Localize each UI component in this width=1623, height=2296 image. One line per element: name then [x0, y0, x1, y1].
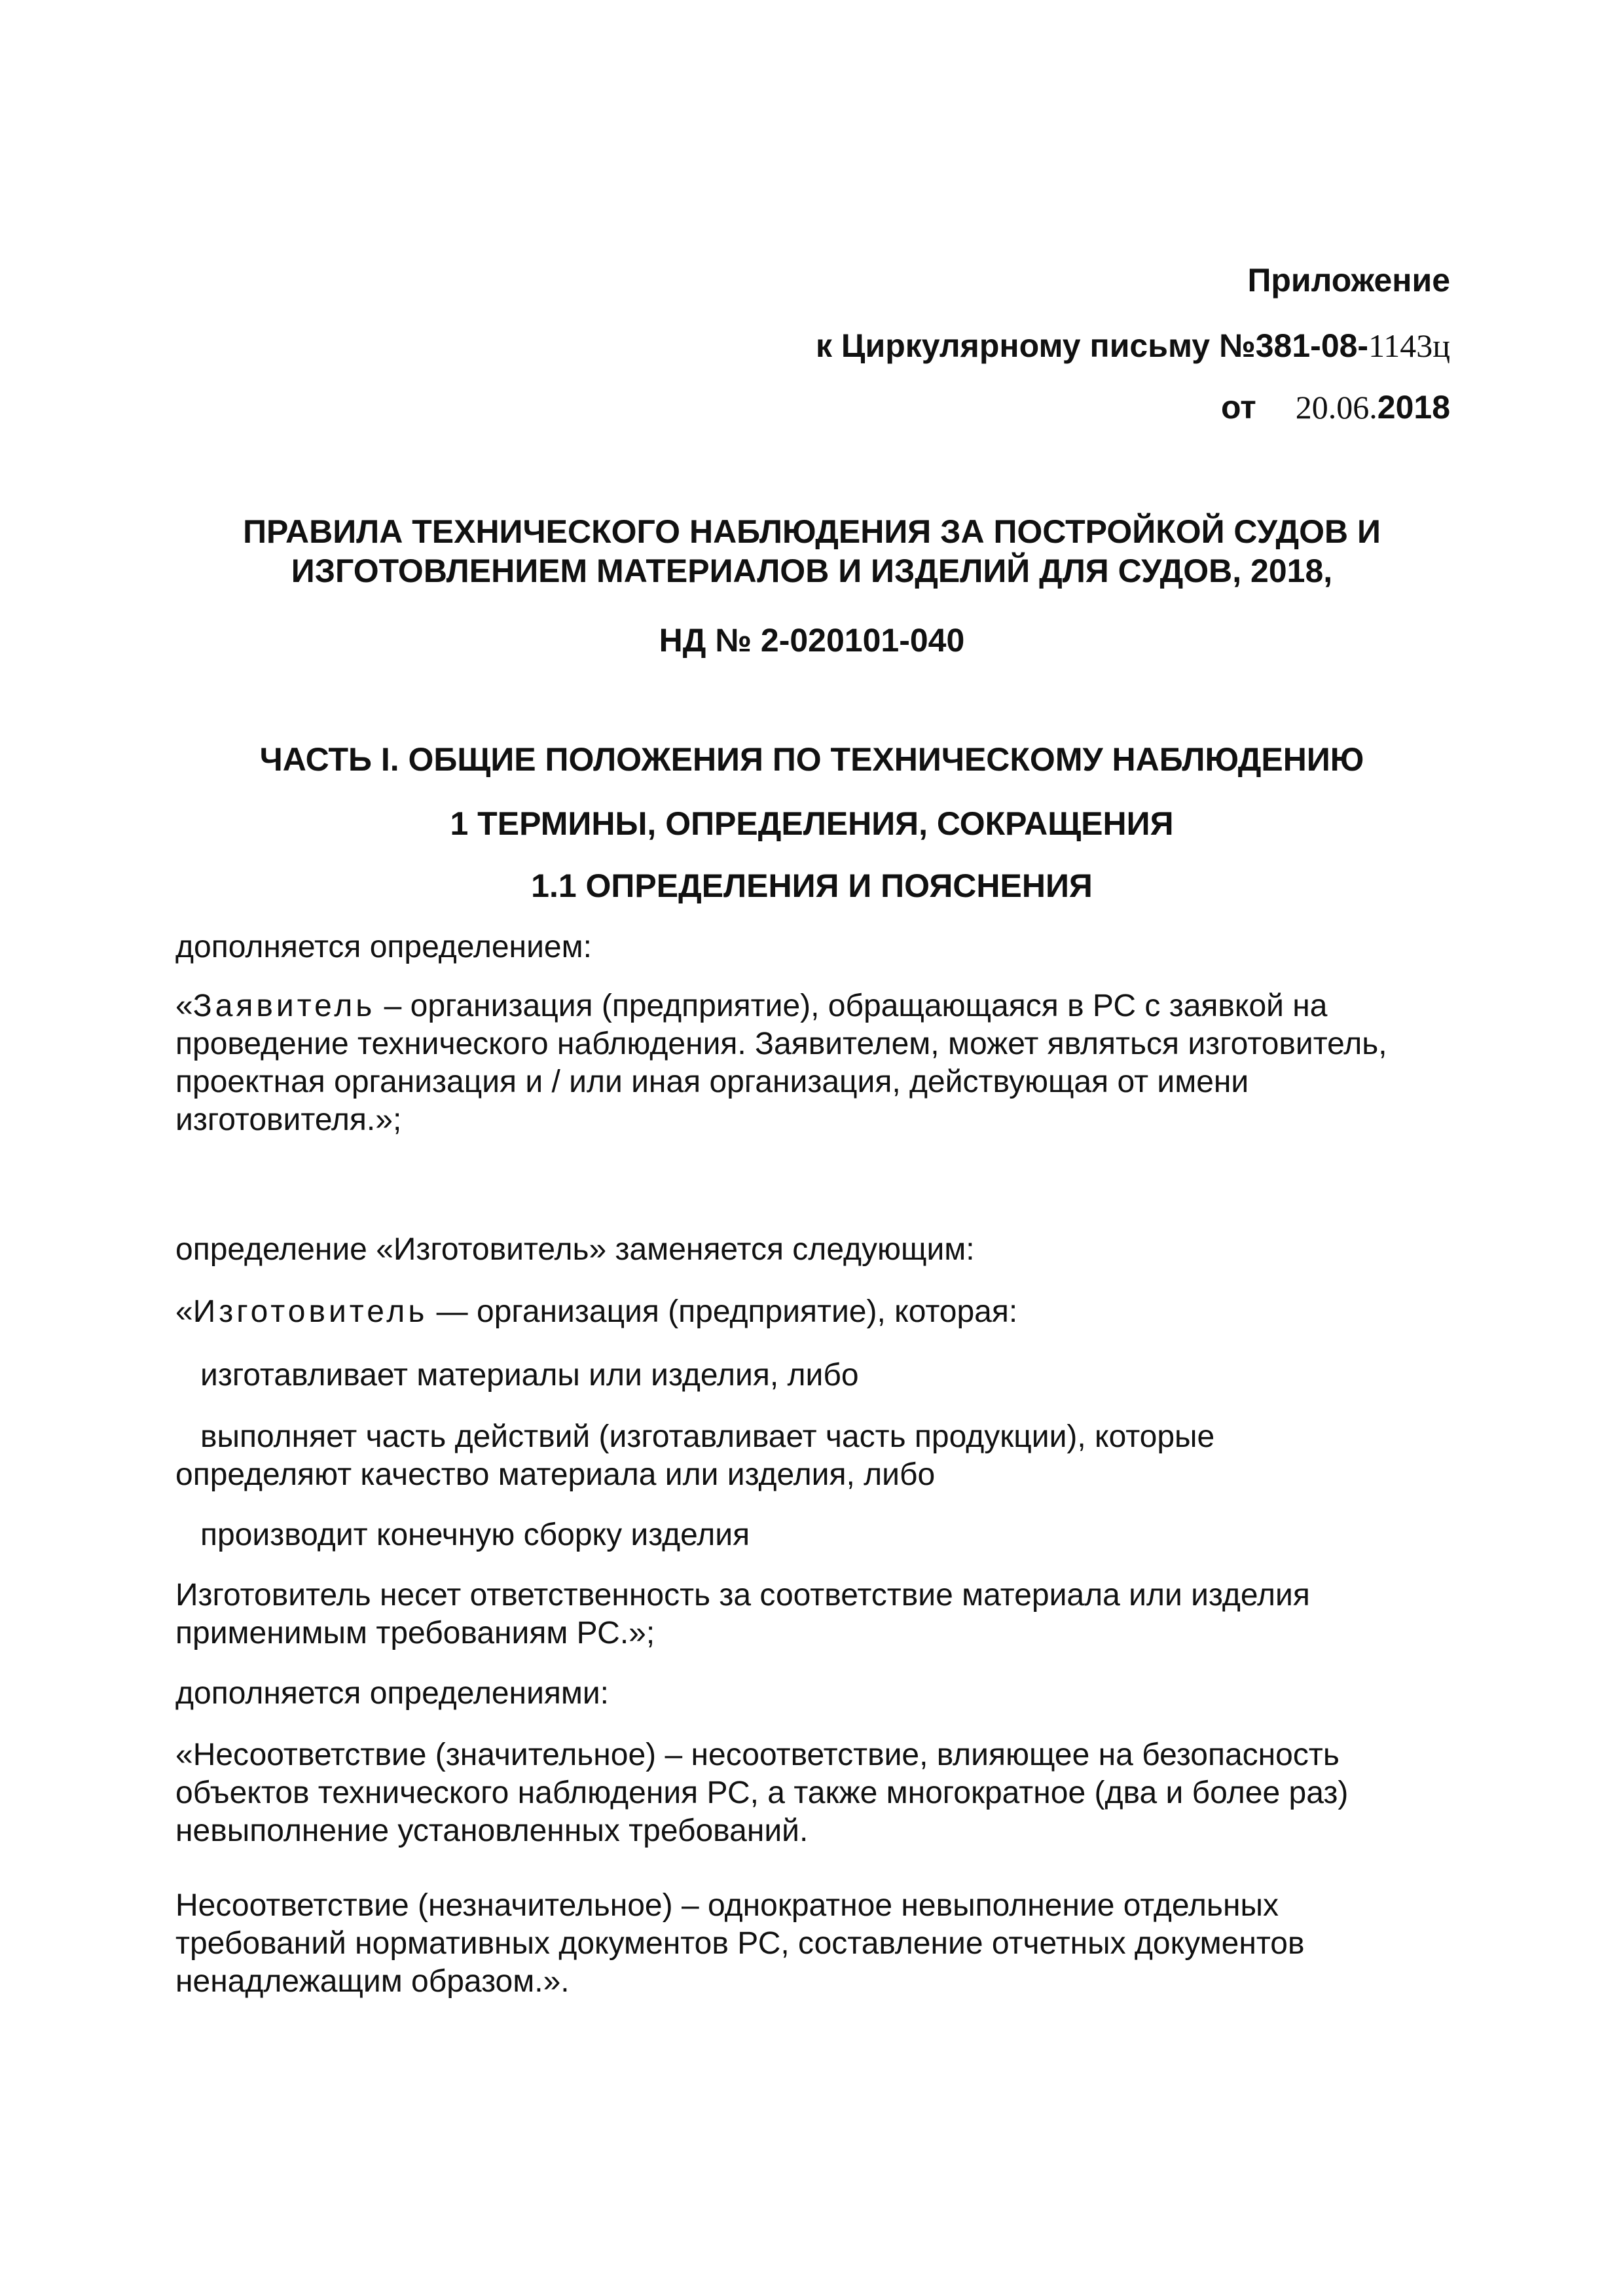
date-handwritten: 20.06. [1295, 389, 1377, 426]
paragraph-supplement-1 [175, 928, 1452, 966]
document-number [170, 621, 1453, 660]
section-1-1-heading-text: 1.1 ОПРЕДЕЛЕНИЯ И ПОЯСНЕНИЯ [531, 867, 1093, 904]
section-1-1-heading [170, 866, 1453, 905]
list-item-text-line-2: определяют качество материала или изделия, либо [175, 1457, 936, 1492]
definition-applicant-text: – организация (предприятие), обращающаяся в РС с заявкой на проведение технического наблюдения. Заявителем, может являться изготовитель, проектная организация и / или иная организация, действующая от имени изготовителя.»; [175, 989, 1387, 1137]
paragraph-text: определение «Изготовитель» заменяется следующим: [175, 1232, 975, 1267]
manufacturer-item-2 [175, 1418, 1452, 1494]
title-line-2: ИЗГОТОВЛЕНИЕМ МАТЕРИАЛОВ И ИЗДЕЛИЙ ДЛЯ СУДОВ, 2018, [291, 553, 1333, 589]
letter-date [1221, 388, 1450, 427]
doc-number-text: НД № 2-020101-040 [659, 622, 965, 659]
manufacturer-responsibility [175, 1576, 1452, 1652]
paragraph-text: Изготовитель несет ответственность за соответствие материала или изделия применимым требованиям РС.»; [175, 1578, 1310, 1650]
paragraph-replace-manufacturer [175, 1231, 1452, 1269]
appendix-text: Приложение [1247, 262, 1450, 299]
term-manufacturer: Изготовитель [192, 1294, 428, 1329]
paragraph-text: дополняется определениями: [175, 1676, 610, 1711]
definition-major-nonconformity [175, 1736, 1452, 1850]
circular-letter-ref [816, 326, 1450, 365]
date-year: 2018 [1377, 389, 1450, 426]
manufacturer-item-1 [175, 1357, 1452, 1394]
letter-number-prefix: к Циркулярному письму №381-08- [816, 327, 1369, 364]
term-applicant: Заявитель [192, 989, 376, 1023]
title-line-1: ПРАВИЛА ТЕХНИЧЕСКОГО НАБЛЮДЕНИЯ ЗА ПОСТРОЙКОЙ СУДОВ И [243, 513, 1381, 550]
part-heading-text: ЧАСТЬ I. ОБЩИЕ ПОЛОЖЕНИЯ ПО ТЕХНИЧЕСКОМУ НАБЛЮДЕНИЮ [259, 741, 1364, 778]
paragraph-supplement-2 [175, 1675, 1452, 1713]
letter-number-handwritten: 1143ц [1368, 327, 1450, 364]
part-heading [170, 740, 1453, 779]
list-item-text: производит конечную сборку изделия [200, 1518, 750, 1552]
paragraph-text: Несоответствие (незначительное) – однократное невыполнение отдельных требований нормативных документов РС, составление отчетных документов ненадлежащим образом.». [175, 1888, 1305, 1999]
document-title [170, 512, 1453, 591]
date-prefix: от [1220, 389, 1256, 426]
manufacturer-item-3 [175, 1516, 1452, 1554]
paragraph-text: «Несоответствие (значительное) – несоответствие, влияющее на безопасность объектов технического наблюдения РС, а также многократное (два и более раз) невыполнение установленных требований. [175, 1738, 1349, 1848]
definition-applicant [175, 987, 1452, 1139]
list-item-text: изготавливает материалы или изделия, либо [200, 1358, 859, 1393]
list-item-text-line-1: выполняет часть действий (изготавливает часть продукции), которые [200, 1419, 1215, 1454]
definition-minor-nonconformity [175, 1887, 1452, 2001]
definition-manufacturer-text: — организация (предприятие), которая: [428, 1294, 1018, 1329]
quote-open: « [175, 1294, 193, 1329]
quote-open: « [175, 989, 193, 1023]
appendix-label [1247, 261, 1450, 300]
paragraph-text: дополняется определением: [175, 930, 592, 964]
definition-manufacturer [175, 1293, 1452, 1331]
section-1-heading [170, 804, 1453, 843]
section-1-heading-text: 1 ТЕРМИНЫ, ОПРЕДЕЛЕНИЯ, СОКРАЩЕНИЯ [450, 805, 1174, 842]
